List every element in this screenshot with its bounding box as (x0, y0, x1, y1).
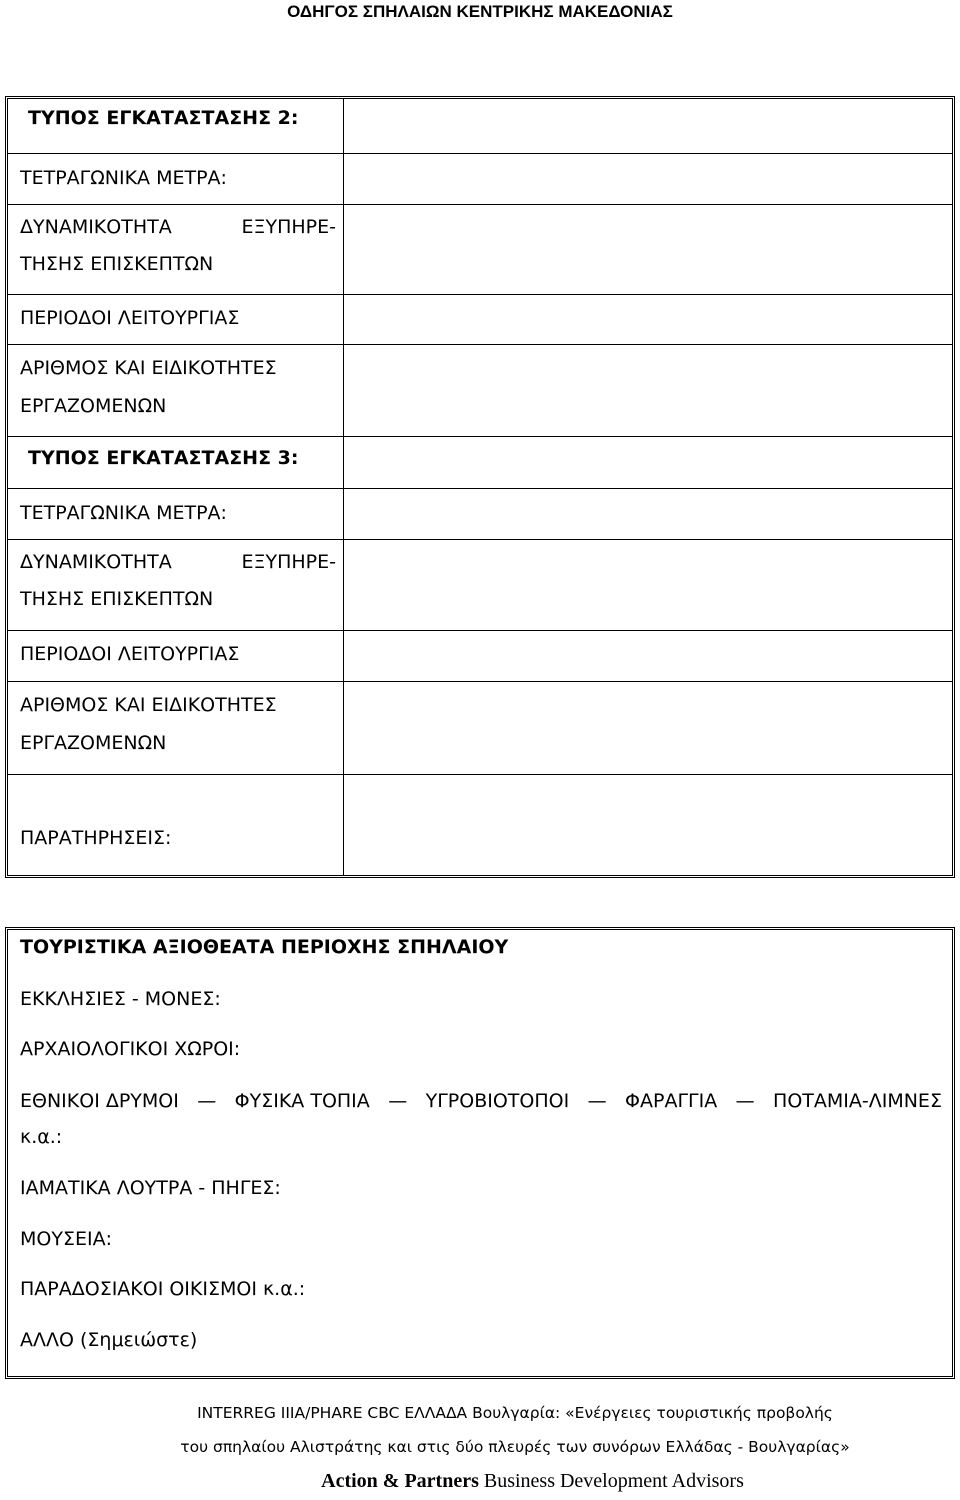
archaeological-label: ΑΡΧΑΙΟΛΟΓΙΚΟΙ ΧΩΡΟΙ: (20, 1038, 241, 1060)
staff-label-line2: ΕΡΓΑΖΟΜΕΝΩΝ (20, 732, 167, 754)
remarks-label: ΠΑΡΑΤΗΡΗΣΕΙΣ: (20, 827, 172, 849)
dash: — (197, 1090, 217, 1112)
table-row (8, 154, 952, 205)
spas-label: ΙΑΜΑΤΙΚΑ ΛΟΥΤΡΑ - ΠΗΓΕΣ: (20, 1177, 281, 1199)
capacity-label-line1 (20, 543, 336, 581)
dash: — (735, 1090, 755, 1112)
nature-label-line1 (20, 1082, 942, 1120)
footer-line-2: του σπηλαίου Αλιστράτης και στις δύο πλευρές των συνόρων Ελλάδας - Βουλγαρίας» (180, 1438, 850, 1456)
document-title: ΟΔΗΓΟΣ ΣΠΗΛΑΙΩΝ ΚΕΝΤΡΙΚΗΣ ΜΑΚΕΔΟΝΙΑΣ (287, 2, 673, 21)
other-label: ΑΛΛΟ (Σημειώστε) (20, 1329, 198, 1351)
table-row (8, 631, 952, 682)
page-header (0, 0, 960, 26)
operating-periods-label: ΠΕΡΙΟΔΟΙ ΛΕΙΤΟΥΡΓΙΑΣ (20, 643, 240, 665)
table-row (8, 682, 952, 775)
footer-line-1: INTERREG IIIA/PHARE CBC ΕΛΛΑΔΑ Βουλγαρία: «Ενέργειες τουριστικής προβολής (197, 1404, 833, 1422)
table-row (8, 540, 952, 631)
capacity-label-line2: ΤΗΣΗΣ ΕΠΙΣΚΕΠΤΩΝ (20, 588, 214, 610)
dash: — (388, 1090, 408, 1112)
table-row (8, 99, 952, 154)
nature-item: ΦΑΡΑΓΓΙΑ (625, 1090, 718, 1112)
installation-type-3-title: ΤΥΠΟΣ ΕΓΚΑΤΑΣΤΑΣΗΣ 3: (28, 447, 299, 469)
nature-item: ΦΥΣΙΚΑ ΤΟΠΙΑ (234, 1090, 370, 1112)
table-row (8, 295, 952, 345)
capacity-word1: ΔΥΝΑΜΙΚΟΤΗΤΑ (20, 216, 172, 238)
area-label: ΤΕΤΡΑΓΩΝΙΚΑ ΜΕΤΡΑ: (20, 502, 227, 524)
installations-table (5, 96, 955, 878)
capacity-word2: ΕΞΥΠΗΡΕ- (241, 551, 336, 573)
tourist-sights-table (5, 927, 955, 1379)
company-tagline: Business Development Advisors (483, 1470, 744, 1492)
capacity-label-line1 (20, 208, 336, 246)
capacity-word1: ΔΥΝΑΜΙΚΟΤΗΤΑ (20, 551, 172, 573)
footer-brand (0, 1470, 960, 1493)
operating-periods-label: ΠΕΡΙΟΔΟΙ ΛΕΙΤΟΥΡΓΙΑΣ (20, 307, 240, 329)
museums-label: ΜΟΥΣΕΙΑ: (20, 1228, 112, 1250)
capacity-label-line2: ΤΗΣΗΣ ΕΠΙΣΚΕΠΤΩΝ (20, 253, 214, 275)
nature-label-line2: κ.α.: (20, 1126, 63, 1148)
installation-type-2-title: ΤΥΠΟΣ ΕΓΚΑΤΑΣΤΑΣΗΣ 2: (28, 107, 299, 129)
table-row (8, 437, 952, 489)
nature-item: ΕΘΝΙΚΟΙ ΔΡΥΜΟΙ (20, 1090, 179, 1112)
table-row (8, 775, 952, 875)
churches-label: ΕΚΚΛΗΣΙΕΣ - ΜΟΝΕΣ: (20, 988, 221, 1010)
sights-title: ΤΟΥΡΙΣΤΙΚΑ ΑΞΙΟΘΕΑΤΑ ΠΕΡΙΟΧΗΣ ΣΠΗΛΑΙΟΥ (20, 936, 509, 958)
nature-item: ΠΟΤΑΜΙΑ-ΛΙΜΝΕΣ (773, 1090, 942, 1112)
staff-label-line1: ΑΡΙΘΜΟΣ ΚΑΙ ΕΙΔΙΚΟΤΗΤΕΣ (20, 694, 277, 716)
table-row (8, 345, 952, 437)
staff-label-line1: ΑΡΙΘΜΟΣ ΚΑΙ ΕΙΔΙΚΟΤΗΤΕΣ (20, 357, 277, 379)
settlements-label: ΠΑΡΑΔΟΣΙΑΚΟΙ ΟΙΚΙΣΜΟΙ κ.α.: (20, 1278, 306, 1300)
table-row (8, 205, 952, 295)
staff-label-line2: ΕΡΓΑΖΟΜΕΝΩΝ (20, 395, 167, 417)
table-row (8, 489, 952, 540)
area-label: ΤΕΤΡΑΓΩΝΙΚΑ ΜΕΤΡΑ: (20, 167, 227, 189)
nature-item: ΥΓΡΟΒΙΟΤΟΠΟΙ (425, 1090, 570, 1112)
company-name: Action & Partners (321, 1470, 479, 1492)
capacity-word2: ΕΞΥΠΗΡΕ- (241, 216, 336, 238)
dash: — (587, 1090, 607, 1112)
